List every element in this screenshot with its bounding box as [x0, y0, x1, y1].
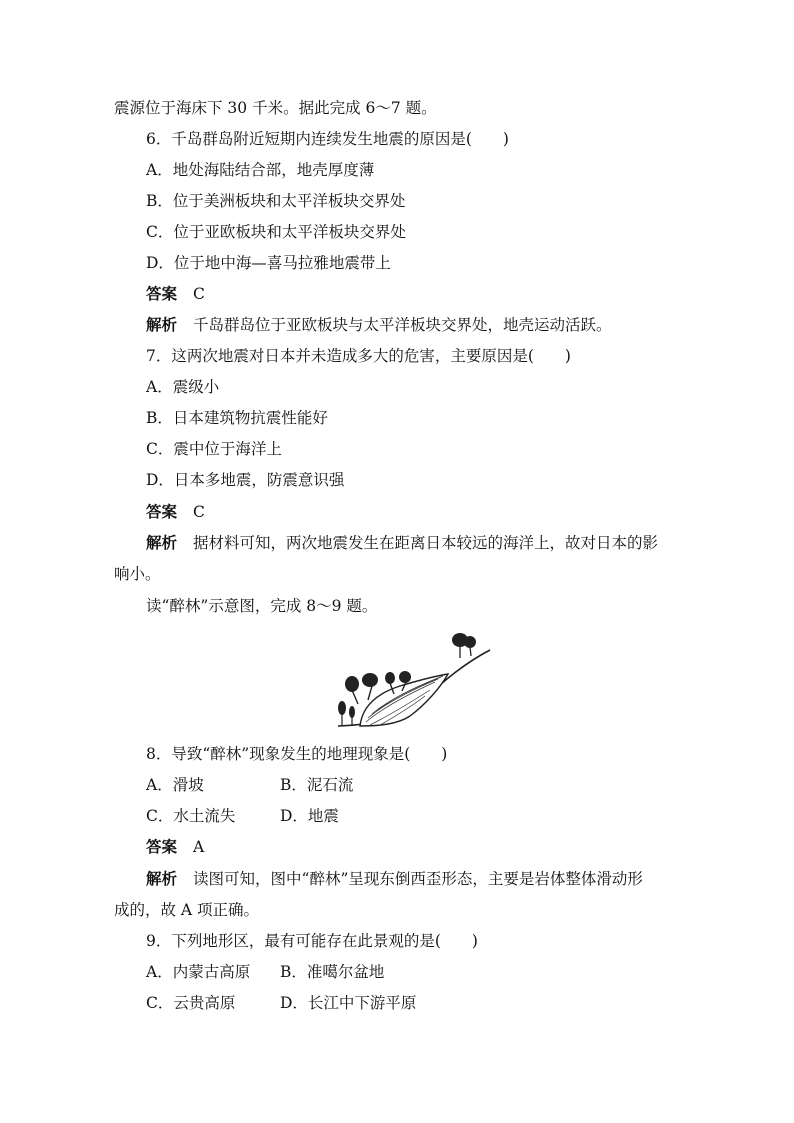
- q8-stem: 8．导致“醉林”现象发生的地理现象是( ): [146, 745, 448, 763]
- q6-option-c: C．位于亚欧板块和太平洋板块交界处: [146, 223, 406, 241]
- q7-option-b: B．日本建筑物抗震性能好: [146, 409, 328, 427]
- q8-answer: [146, 837, 204, 857]
- q8-options-row1: [146, 775, 354, 795]
- q8-option-a: A．滑坡: [146, 776, 204, 794]
- q9-option-d: D．长江中下游平原: [280, 994, 417, 1012]
- analysis-label: 解析: [146, 315, 178, 334]
- answer-value: C: [193, 285, 205, 303]
- intro-2: 读“醉林”示意图，完成 8～9 题。: [146, 597, 378, 615]
- q9-options-row2: [146, 993, 417, 1013]
- analysis-label: 解析: [146, 869, 178, 888]
- q8-analysis-line1: [146, 869, 643, 889]
- q9-option-b: B．准噶尔盆地: [280, 963, 385, 981]
- q7-analysis-line1: [146, 533, 658, 553]
- q6-analysis: [146, 315, 612, 335]
- q6-option-d: D．位于地中海—喜马拉雅地震带上: [146, 254, 391, 272]
- q9-options-row1: [146, 962, 385, 982]
- q7-option-c: C．震中位于海洋上: [146, 440, 282, 458]
- q8-option-b: B．泥石流: [280, 776, 354, 794]
- analysis-text: 据材料可知，两次地震发生在距离日本较远的海洋上，故对日本的影: [193, 534, 659, 552]
- drunken-forest-figure: [330, 628, 495, 730]
- q8-option-d: D．地震: [280, 807, 339, 825]
- q7-answer: [146, 502, 205, 522]
- q8-options-row2: [146, 806, 339, 826]
- answer-label: 答案: [146, 284, 178, 303]
- answer-label: 答案: [146, 837, 178, 856]
- answer-label: 答案: [146, 502, 178, 521]
- q6-answer: [146, 284, 205, 304]
- q7-stem: 7．这两次地震对日本并未造成多大的危害，主要原因是( ): [146, 347, 571, 365]
- q9-option-a: A．内蒙古高原: [146, 963, 251, 981]
- analysis-label: 解析: [146, 533, 178, 552]
- analysis-text: 读图可知，图中“醉林”呈现东倒西歪形态，主要是岩体整体滑动形: [193, 870, 643, 888]
- q6-option-a: A．地处海陆结合部，地壳厚度薄: [146, 161, 375, 179]
- q9-stem: 9．下列地形区，最有可能存在此景观的是( ): [146, 932, 478, 950]
- q6-option-b: B．位于美洲板块和太平洋板块交界处: [146, 192, 406, 210]
- q6-stem: 6．千岛群岛附近短期内连续发生地震的原因是( ): [146, 130, 509, 148]
- intro-tail: 震源位于海床下 30 千米。据此完成 6～7 题。: [114, 99, 437, 117]
- answer-value: C: [193, 503, 205, 521]
- q7-option-a: A．震级小: [146, 378, 220, 396]
- q9-option-c: C．云贵高原: [146, 994, 236, 1012]
- q7-option-d: D．日本多地震，防震意识强: [146, 471, 345, 489]
- answer-value: A: [193, 838, 205, 856]
- q8-option-c: C．水土流失: [146, 807, 236, 825]
- q7-analysis-line2: 响小。: [114, 565, 161, 583]
- q8-analysis-line2: 成的，故 A 项正确。: [114, 901, 260, 919]
- analysis-text: 千岛群岛位于亚欧板块与太平洋板块交界处，地壳运动活跃。: [193, 316, 612, 334]
